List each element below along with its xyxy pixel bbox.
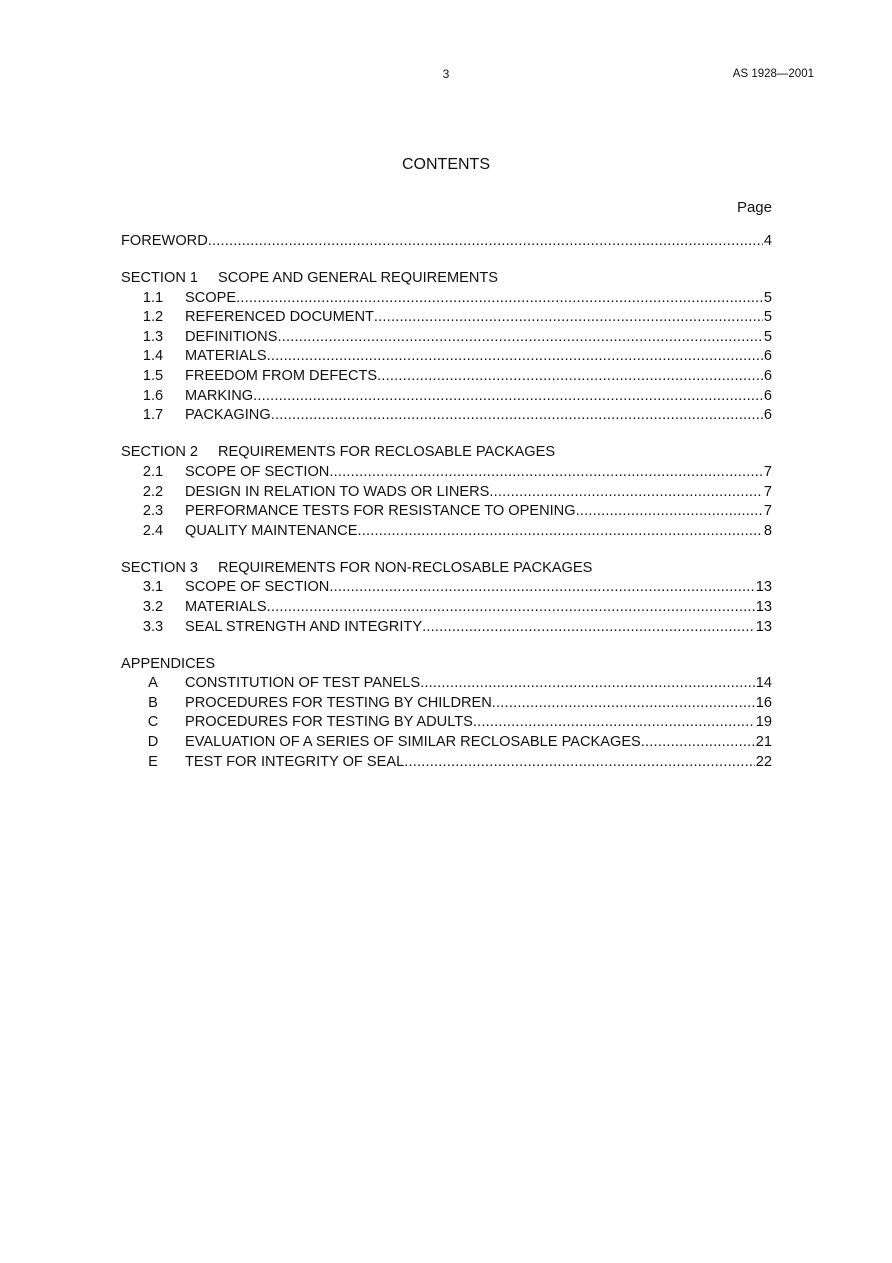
dot-leader [271, 406, 763, 426]
toc-entry[interactable] [121, 502, 772, 522]
toc-entry-number: 2.3 [142, 503, 164, 520]
toc-entry-number: C [147, 714, 159, 731]
toc-entry[interactable] [121, 328, 772, 348]
toc-appendices-group [121, 655, 772, 773]
dot-leader [492, 694, 755, 714]
toc-entry-title: DEFINITIONS [185, 328, 278, 345]
appendices-list [121, 674, 772, 772]
toc-entry-page: 14 [755, 675, 772, 692]
toc-entry-number: 1.4 [142, 348, 164, 365]
dot-leader [267, 598, 755, 618]
toc-entry[interactable] [121, 347, 772, 367]
toc-entry-number: 1.6 [142, 387, 164, 404]
dot-leader [267, 347, 763, 367]
dot-leader [576, 502, 763, 522]
toc-entry-page: 8 [763, 522, 772, 539]
toc-entry-number: 1.5 [142, 368, 164, 385]
toc-entry-number: D [147, 734, 159, 751]
toc-entry-title: MATERIALS [185, 599, 267, 615]
toc-entry-title: FOREWORD [121, 233, 208, 249]
toc-entry-page: 6 [763, 387, 772, 404]
toc-entry-number: 1.7 [142, 407, 164, 424]
toc-entry-title: SEAL STRENGTH AND INTEGRITY [185, 618, 423, 635]
toc-entry-page: 7 [763, 483, 772, 500]
toc-entry-page: 13 [755, 579, 772, 596]
section-heading[interactable] [121, 443, 772, 463]
toc-section-group [121, 443, 772, 541]
toc-entry-page: 7 [763, 463, 772, 480]
toc-entry[interactable] [121, 367, 772, 387]
dot-leader [489, 483, 763, 503]
toc-entry-page: 5 [763, 289, 772, 306]
toc-entry-page: 6 [763, 348, 772, 365]
dot-leader [253, 387, 763, 407]
toc-entry-title: PACKAGING [185, 407, 271, 424]
table-of-contents [121, 232, 772, 790]
toc-entry-title: REFERENCED DOCUMENT [185, 309, 374, 326]
toc-entry[interactable] [121, 598, 772, 618]
toc-entry-number: 1.1 [142, 289, 164, 306]
dot-leader [329, 578, 754, 598]
toc-entry[interactable] [121, 578, 772, 598]
document-code: AS 1928—2001 [732, 68, 814, 80]
toc-entry-number: 2.1 [142, 463, 164, 480]
toc-entry-title: EVALUATION OF A SERIES OF SIMILAR RECLOSABLE PACKAGES [185, 734, 641, 751]
toc-entry-title: CONSTITUTION OF TEST PANELS [185, 675, 421, 692]
toc-entry-number: 3.3 [142, 618, 164, 635]
toc-entry[interactable] [121, 618, 772, 638]
toc-entry-title: SCOPE OF SECTION [185, 463, 330, 480]
section-label: SECTION 3 [121, 559, 199, 576]
dot-leader [641, 733, 755, 753]
toc-entry-page: 22 [755, 753, 772, 770]
toc-entry-title: QUALITY MAINTENANCE [185, 522, 358, 539]
dot-leader [404, 753, 755, 773]
toc-entry[interactable] [121, 733, 772, 753]
toc-entry-title: TEST FOR INTEGRITY OF SEAL [185, 753, 405, 770]
toc-entry[interactable] [121, 694, 772, 714]
toc-entry[interactable] [121, 483, 772, 503]
toc-entry-page: 13 [755, 599, 772, 615]
toc-entry[interactable] [121, 289, 772, 309]
toc-entry-title: SCOPE [185, 289, 237, 306]
toc-entry-number: 3.1 [142, 579, 164, 596]
section-label: SECTION 2 [121, 444, 199, 461]
section-heading[interactable] [121, 559, 772, 579]
toc-entry-number: B [148, 694, 158, 711]
appendices-heading: APPENDICES [121, 655, 216, 672]
toc-entry[interactable] [121, 308, 772, 328]
toc-entry-title: MATERIALS [185, 348, 267, 365]
dot-leader [357, 522, 762, 542]
dot-leader [277, 328, 762, 348]
toc-sections [121, 269, 772, 637]
toc-entry-title: PERFORMANCE TESTS FOR RESISTANCE TO OPENING [185, 503, 576, 520]
toc-section-group [121, 269, 772, 426]
section-title: REQUIREMENTS FOR RECLOSABLE PACKAGES [218, 444, 556, 461]
toc-entry-foreword[interactable] [121, 232, 772, 252]
toc-entry-number: 1.2 [142, 309, 164, 326]
dot-leader [236, 289, 763, 309]
toc-entry[interactable] [121, 713, 772, 733]
toc-entry-page: 6 [763, 368, 772, 385]
toc-entry-page: 7 [763, 503, 772, 520]
toc-entry-page: 5 [763, 328, 772, 345]
toc-entry[interactable] [121, 674, 772, 694]
toc-entry-title: PROCEDURES FOR TESTING BY ADULTS [185, 714, 473, 731]
section-title: SCOPE AND GENERAL REQUIREMENTS [218, 270, 499, 287]
toc-entry-page: 19 [755, 714, 772, 731]
toc-entry-title: PROCEDURES FOR TESTING BY CHILDREN [185, 694, 492, 711]
toc-entry[interactable] [121, 753, 772, 773]
toc-entry-title: FREEDOM FROM DEFECTS [185, 368, 378, 385]
page-column-label: Page [736, 199, 772, 216]
toc-entry-page: 13 [755, 618, 772, 635]
dot-leader [420, 674, 755, 694]
toc-entry[interactable] [121, 387, 772, 407]
toc-entry-title: MARKING [185, 387, 254, 404]
toc-foreword-group [121, 232, 772, 252]
dot-leader [473, 713, 755, 733]
section-heading[interactable] [121, 269, 772, 289]
toc-entry-page: 21 [755, 734, 772, 751]
dot-leader [422, 618, 755, 638]
toc-entry[interactable] [121, 406, 772, 426]
dot-leader [377, 367, 763, 387]
toc-entry-number: E [148, 753, 158, 770]
toc-entry-title: DESIGN IN RELATION TO WADS OR LINERS [185, 483, 490, 500]
toc-entry-page: 16 [755, 694, 772, 711]
dot-leader [374, 308, 763, 328]
toc-entry-number: 1.3 [142, 328, 164, 345]
dot-leader [208, 232, 763, 252]
page-number: 3 [442, 67, 450, 81]
toc-entry-number: 3.2 [142, 599, 164, 615]
toc-entry-page: 5 [763, 309, 772, 326]
toc-entry-number: 2.2 [142, 483, 164, 500]
section-title: REQUIREMENTS FOR NON-RECLOSABLE PACKAGES [218, 559, 593, 576]
dot-leader [329, 463, 763, 483]
toc-entry-number: A [148, 675, 158, 692]
toc-entry[interactable] [121, 522, 772, 542]
toc-entry-title: SCOPE OF SECTION [185, 579, 330, 596]
toc-entry-page: 6 [763, 407, 772, 424]
section-label: SECTION 1 [121, 270, 199, 287]
toc-entry[interactable] [121, 463, 772, 483]
toc-entry-page: 4 [763, 233, 772, 249]
toc-section-group [121, 559, 772, 637]
toc-title: CONTENTS [402, 156, 490, 173]
toc-entry-number: 2.4 [142, 522, 164, 539]
